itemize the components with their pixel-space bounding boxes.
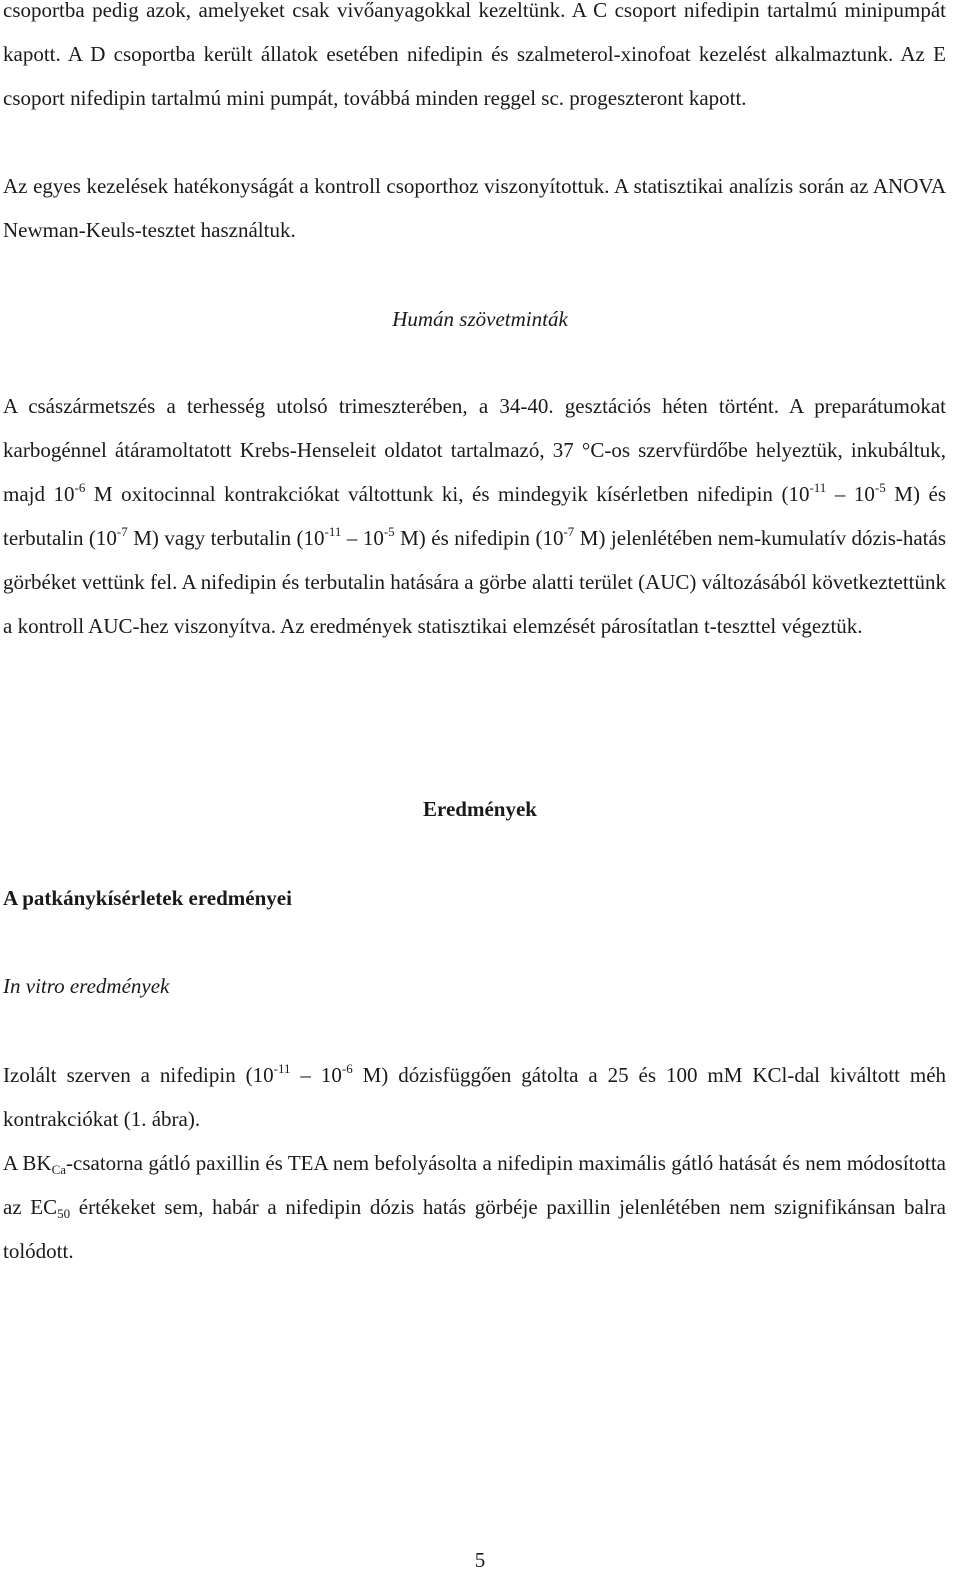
subsection-title-rat-results: A patkánykísérletek eredményei [3,886,292,910]
section-title-results: Eredmények [423,797,537,821]
paragraph-bkca-channel: A $BK_{Ca}$-csatorna gátló paxillin és TEA nem befolyásolta a nifedipin maximális gátló hatását és nem módosította az $EC_{50}$ értékeket sem, habár a nifedipin dózis hatás görbéje paxillin jelenlétében nem szignifikánsan balra tolódott. [3,1151,946,1263]
page-number: 5 [474,1548,486,1572]
paragraph-human-methods: A császármetszés a terhesség utolsó trimeszterében, a 34-40. gesztációs héten történt. A preparátumokat karbogénnel átáramoltatott Krebs-Henseleit oldatot tartalmazó, 37 °C-os szervfürdőbe helyeztük, inkubáltuk, majd $10^{-6}$ M oxitocinnal kontrakciókat váltottunk ki, és mindegyik kísérletben nifedipin ($10^{-11} - 10^{-5}$ M) és terbutalin ($10^{-7}$ M) vagy terbutalin ($10^{-11} - 10^{-5}$ M) és nifedipin ($10^{-7}$ M) jelenlétében nem-kumulatív dózis-hatás görbéket vettünk fel. A nifedipin és terbutalin hatására a görbe alatti terület (AUC) változásából következtettünk a kontroll AUC-hez viszonyítva. Az eredmények statisztikai elemzését párosítatlan t-teszttel végeztük. [3,394,947,638]
paragraph-statistics: Az egyes kezelések hatékonyságát a kontroll csoporthoz viszonyítottuk. A statisztikai analízis során az ANOVA Newman-Keuls-tesztet használtuk. [3,174,946,242]
paragraph-treatment-groups: csoportba pedig azok, amelyeket csak vivőanyagokkal kezeltünk. A C csoport nifedipin tartalmú minipumpát kapott. A D csoportba került állatok esetében nifedipin és szalmeterol-xinofoat kezelést alkalmaztunk. Az E csoport nifedipin tartalmú mini pumpát, továbbá minden reggel sc. progeszteront kapott. [3,0,946,110]
subheading-human-tissue: Humán szövetminták [392,307,568,331]
paragraph-nifedipin-kcl: Izolált szerven a nifedipin ($10^{-11} - 10^{-6}$ M) dózisfüggően gátolta a 25 és 100 mM KCl-dal kiváltott méh kontrakciókat (1. ábra). [3,1061,947,1131]
subsubsection-title-in-vitro: In vitro eredmények [3,974,170,998]
